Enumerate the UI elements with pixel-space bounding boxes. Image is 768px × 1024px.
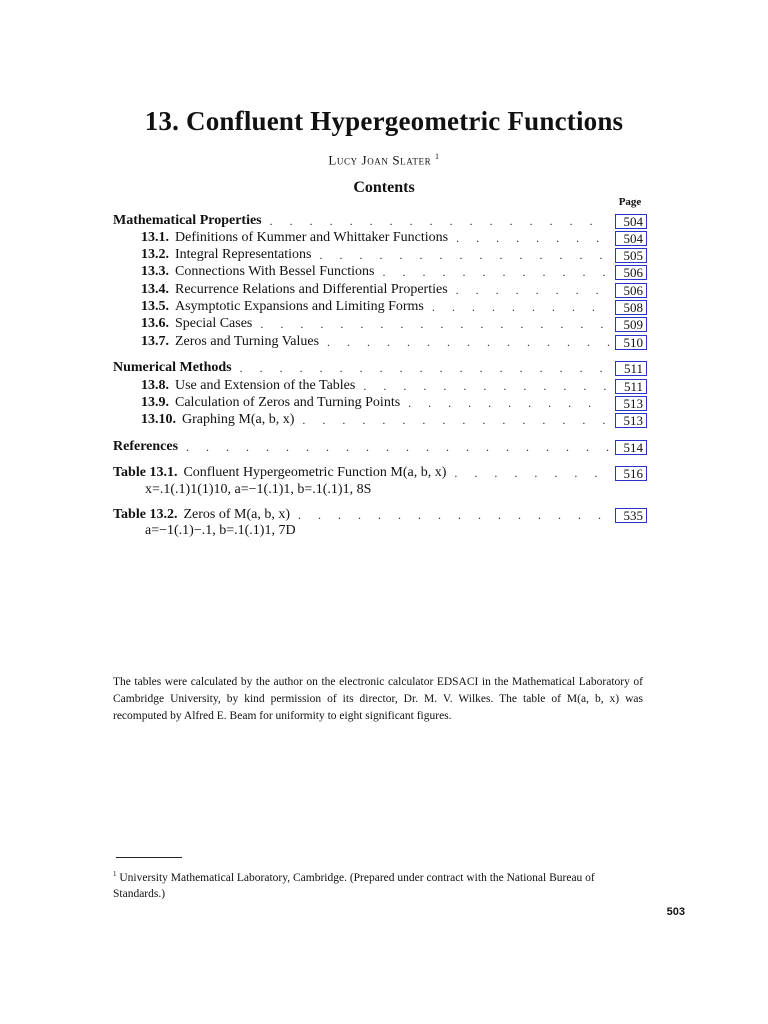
table-number: Table 13.2. [113,507,178,522]
section-number: 13.7. [141,334,169,349]
toc-label: Confluent Hypergeometric Function M(a, b, x) [183,465,447,480]
toc-entry-table-13-2[interactable] [113,506,647,524]
page-number: 503 [666,906,685,918]
toc-label: Numerical Methods [113,360,232,375]
toc-label: Graphing M(a, b, x) [182,412,295,427]
toc-label: Zeros of M(a, b, x) [183,507,290,522]
dot-leader [298,506,609,524]
footnote-rule [116,857,182,858]
page-link[interactable]: 506 [615,265,647,280]
toc-entry-13-10[interactable] [141,411,647,429]
toc-entry-13-6[interactable] [141,315,647,333]
footnote-text: University Mathematical Laboratory, Cambridge. (Prepared under contract with the National Bureau of Standards.) [113,871,595,900]
toc-entry-13-9[interactable] [141,394,647,412]
toc-entry-references[interactable] [113,438,647,456]
toc-entry-table-13-1[interactable] [113,464,647,482]
toc-label: Integral Representations [175,247,312,262]
section-number: 13.1. [141,230,169,245]
page-link[interactable]: 510 [615,335,647,350]
dot-leader [382,263,609,281]
table-13-1-parameters: x=.1(.1)1(1)10, a=−1(.1)1, b=.1(.1)1, 8S [145,482,372,497]
toc-entry-13-7[interactable] [141,333,647,351]
dot-leader [302,411,609,429]
dot-leader [456,281,609,299]
toc-label: Connections With Bessel Functions [175,264,375,279]
toc-label: Use and Extension of the Tables [175,378,356,393]
page-link[interactable]: 513 [615,396,647,411]
page-link[interactable]: 508 [615,300,647,315]
page-link[interactable]: 504 [615,231,647,246]
author-footnote-marker: 1 [435,152,440,161]
toc-label: Recurrence Relations and Differential Properties [175,282,448,297]
toc-label: Calculation of Zeros and Turning Points [175,395,401,410]
chapter-title: 13. Confluent Hypergeometric Functions [144,106,624,136]
toc-label: Zeros and Turning Values [175,334,320,349]
toc-entry-13-3[interactable] [141,263,647,281]
toc-entry-13-2[interactable] [141,246,647,264]
author-line [0,152,768,168]
page-link[interactable]: 506 [615,283,647,298]
toc-entry-13-8[interactable] [141,377,647,395]
section-number: 13.5. [141,299,169,314]
dot-leader [319,246,609,264]
dot-leader [408,394,609,412]
toc-label: Definitions of Kummer and Whittaker Functions [175,230,449,245]
contents-heading: Contents [353,179,415,196]
toc-label: Asymptotic Expansions and Limiting Forms [175,299,424,314]
toc-label: Special Cases [175,316,253,331]
toc-label: Mathematical Properties [113,213,262,228]
table-number: Table 13.1. [113,465,178,480]
section-number: 13.10. [141,412,176,427]
table-13-2-parameters: a=−1(.1)−.1, b=.1(.1)1, 7D [145,523,296,538]
dot-leader [186,438,609,456]
dot-leader [260,315,609,333]
computation-note: The tables were calculated by the author on the electronic calculator EDSACI in the Mathematical Laboratory of Cambridge University, by kind permission of its director, Dr. M. V. Wilkes. The table of M(a, b, x) was recomputed by Alfred E. Beam for uniformity to eight significant figures. [113,676,643,722]
dot-leader [327,333,609,351]
section-number: 13.2. [141,247,169,262]
page-link[interactable]: 504 [615,214,647,229]
toc-entry-mathematical-properties[interactable] [113,212,647,230]
toc-entry-13-5[interactable] [141,298,647,316]
dot-leader [363,377,609,395]
toc-label: References [113,439,179,454]
dot-leader [454,464,609,482]
page-link[interactable]: 516 [615,466,647,481]
section-number: 13.8. [141,378,169,393]
dot-leader [240,359,609,377]
page-link[interactable]: 535 [615,508,647,523]
dot-leader [270,212,609,230]
footnote [113,866,643,902]
page-column-heading: Page [618,196,642,208]
page-link[interactable]: 509 [615,317,647,332]
toc-entry-13-4[interactable] [141,281,647,299]
page-link[interactable]: 505 [615,248,647,263]
footnote-marker: 1 [113,870,117,878]
page-link[interactable]: 514 [615,440,647,455]
section-number: 13.4. [141,282,169,297]
section-number: 13.6. [141,316,169,331]
page-link[interactable]: 513 [615,413,647,428]
section-number: 13.3. [141,264,169,279]
author-name: Lucy Joan Slater [328,152,432,168]
dot-leader [456,229,609,247]
page-link[interactable]: 511 [615,379,647,394]
toc-entry-numerical-methods[interactable] [113,359,647,377]
toc-entry-13-1[interactable] [141,229,647,247]
dot-leader [432,298,609,316]
page-link[interactable]: 511 [615,361,647,376]
section-number: 13.9. [141,395,169,410]
